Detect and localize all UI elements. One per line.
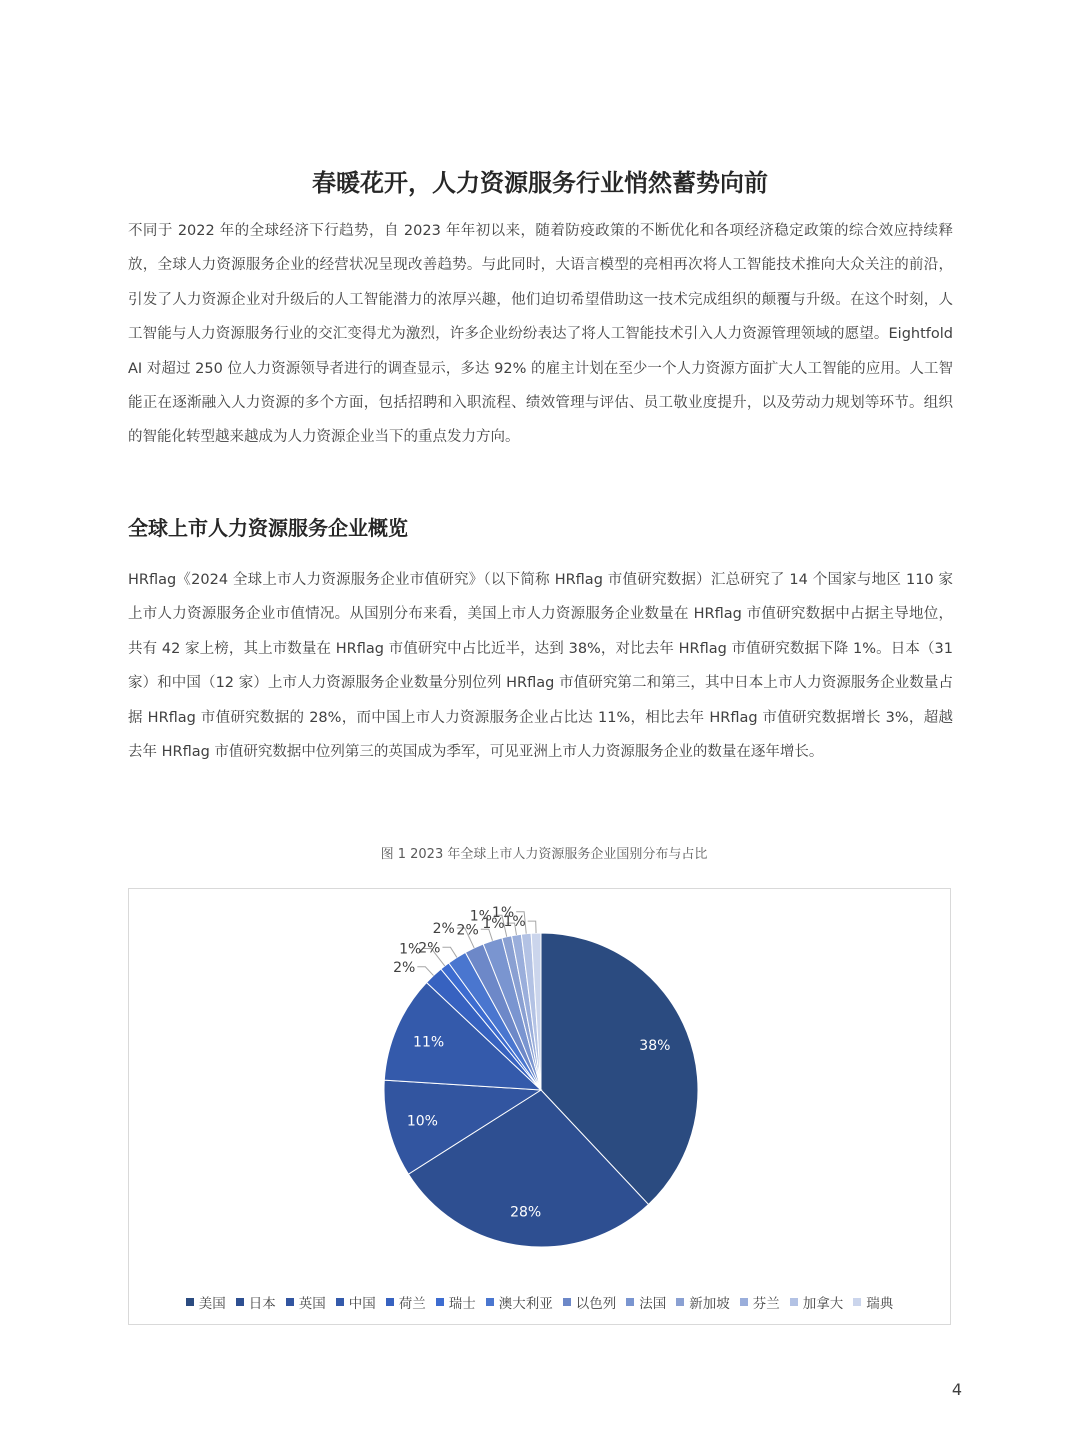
legend-item-0 bbox=[186, 1292, 226, 1312]
legend-item-11 bbox=[790, 1292, 844, 1312]
legend-swatch-5 bbox=[436, 1298, 444, 1306]
legend-item-4 bbox=[386, 1292, 426, 1312]
data-label-12: 1% bbox=[503, 914, 526, 931]
legend-label-5: 瑞士 bbox=[448, 1296, 476, 1312]
legend-item-3 bbox=[336, 1292, 376, 1312]
legend-label-8: 法国 bbox=[639, 1296, 667, 1312]
legend-label-1: 日本 bbox=[248, 1296, 276, 1312]
legend-swatch-12 bbox=[853, 1298, 861, 1306]
legend-swatch-6 bbox=[486, 1298, 494, 1306]
legend-label-2: 英国 bbox=[298, 1296, 326, 1312]
figure-caption: 图 1 2023 年全球上市人力资源服务企业国别分布与占比 bbox=[380, 847, 708, 862]
legend-item-9 bbox=[676, 1292, 730, 1312]
data-label-8: 2% bbox=[456, 922, 479, 939]
legend-swatch-1 bbox=[236, 1298, 244, 1306]
legend-swatch-0 bbox=[186, 1298, 194, 1306]
chart-legend bbox=[129, 1292, 950, 1312]
legend-swatch-3 bbox=[336, 1298, 344, 1306]
data-label-6: 2% bbox=[418, 940, 441, 957]
legend-label-12: 瑞典 bbox=[866, 1296, 894, 1312]
legend-item-7 bbox=[563, 1292, 617, 1312]
page-number: 4 bbox=[951, 1380, 962, 1399]
legend-item-2 bbox=[286, 1292, 326, 1312]
legend-label-10: 芬兰 bbox=[752, 1296, 780, 1312]
data-label-4: 2% bbox=[393, 959, 416, 976]
section-heading: 全球上市人力资源服务企业概览 bbox=[128, 516, 408, 540]
data-label-5: 1% bbox=[399, 941, 422, 958]
leader-line-12 bbox=[528, 921, 536, 933]
legend-swatch-4 bbox=[386, 1298, 394, 1306]
data-label-2: 10% bbox=[406, 1113, 438, 1130]
leader-line-6 bbox=[442, 947, 456, 957]
legend-label-11: 加拿大 bbox=[802, 1296, 844, 1312]
data-label-1: 28% bbox=[510, 1204, 542, 1221]
legend-swatch-10 bbox=[740, 1298, 748, 1306]
legend-item-1 bbox=[236, 1292, 276, 1312]
legend-label-9: 新加坡 bbox=[689, 1296, 730, 1312]
data-label-11: 1% bbox=[491, 904, 515, 921]
legend-item-12 bbox=[853, 1292, 893, 1312]
legend-label-7: 以色列 bbox=[575, 1296, 617, 1312]
legend-item-8 bbox=[626, 1292, 666, 1312]
legend-item-10 bbox=[740, 1292, 780, 1312]
leader-line-4 bbox=[417, 967, 433, 976]
legend-label-0: 美国 bbox=[198, 1296, 226, 1312]
legend-item-6 bbox=[486, 1292, 553, 1312]
intro-paragraph: 不同于 2022 年的全球经济下行趋势，自 2023 年年初以来，随着防疫政策的不断优化和各项经济稳定政策的综合效应持续释放，全球人力资源服务企业的经营状况呈现改善趋势。与此同时，大语言模型的亮相再次将人工智能技术推向大众关注的前沿，引发了人力资源企业对升级后的人工智能潜力的浓厚兴趣，他们迫切希望借助这一技术完成组织的颠覆与升级。在这个时刻，人工智能与人力资源服务行业的交汇变得尤为激烈，许多企业纷纷表达了将人工智能技术引入人力资源管理领域的愿望。Eightfold AI 对超过 250 位人力资源领导者进行的调查显示，多达 92% 的雇主计划在至少一个人力资源方面扩大人工智能的应用。人工智能正在逐渐融入人力资源的多个方面，包括招聘和入职流程、绩效管理与评估、员工敬业度提升，以及劳动力规划等环节。组织的智能化转型越来越成为人力资源企业当下的重点发力方向。 bbox=[128, 223, 953, 446]
legend-item-5 bbox=[436, 1292, 476, 1312]
legend-swatch-2 bbox=[286, 1298, 294, 1306]
pie-chart bbox=[129, 889, 950, 1289]
legend-swatch-7 bbox=[563, 1298, 571, 1306]
legend-label-6: 澳大利亚 bbox=[498, 1296, 553, 1312]
data-label-9: 1% bbox=[469, 908, 492, 925]
data-label-10: 1% bbox=[482, 916, 505, 933]
legend-swatch-8 bbox=[626, 1298, 634, 1306]
data-label-3: 11% bbox=[413, 1034, 445, 1051]
data-label-7: 2% bbox=[432, 921, 455, 938]
legend-label-4: 荷兰 bbox=[398, 1296, 426, 1312]
legend-swatch-11 bbox=[790, 1298, 798, 1306]
data-label-0: 38% bbox=[639, 1037, 671, 1054]
page-title: 春暖花开，人力资源服务行业悄然蓄势向前 bbox=[312, 169, 768, 197]
legend-swatch-9 bbox=[676, 1298, 684, 1306]
pie-chart-container bbox=[128, 888, 951, 1325]
legend-label-3: 中国 bbox=[348, 1296, 376, 1312]
overview-paragraph: HRflag《2024 全球上市人力资源服务企业市值研究》（以下简称 HRflag 市值研究数据）汇总研究了 14 个国家与地区 110 家上市人力资源服务企业市值情况。从国别分布来看，美国上市人力资源服务企业数量在 HRflag 市值研究数据中占据主导地位，共有 42 家上榜，其上市数量在 HRflag 市值研究中占比近半，达到 38%，对比去年 HRflag 市值研究数据下降 1%。日本（31 家）和中国（12 家）上市人力资源服务企业数量分别位列 HRflag 市值研究第二和第三，其中日本上市人力资源服务企业数量占据 HRflag 市值研究数据的 28%，而中国上市人力资源服务企业占比达 11%，相比去年 HRflag 市值研究数据增长 3%，超越去年 HRflag 市值研究数据中位列第三的英国成为季军，可见亚洲上市人力资源服务企业的数量在逐年增长。 bbox=[128, 572, 953, 761]
